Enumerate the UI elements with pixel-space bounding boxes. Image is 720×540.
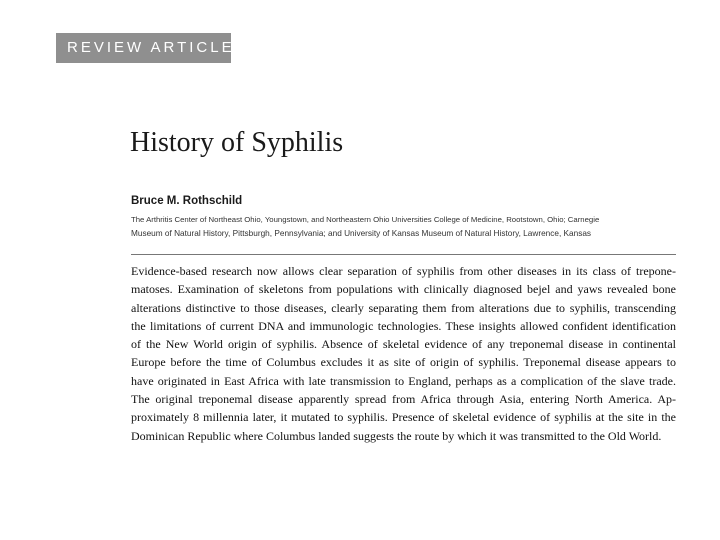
abstract-line: proximately 8 millennia later, it mutated to syphilis. Presence of skeletal evidence of syphilis at the site in the [131,410,676,425]
abstract-line: of the New World origin of syphilis. Absence of skeletal evidence of any treponemal disease in continental [131,337,676,352]
review-article-banner: REVIEW ARTICLE [56,33,231,63]
section-divider [131,254,676,255]
author-affiliation [131,213,601,241]
abstract [131,262,676,445]
article-title: History of Syphilis [130,127,344,158]
author-name: Bruce M. Rothschild [131,195,243,207]
affiliation-line: Museum of Natural History, Pittsburgh, Pennsylvania; and University of Kansas Museum of Natural History, Lawrence, Kansas [131,229,592,238]
affiliation-line: The Arthritis Center of Northeast Ohio, Youngstown, and Northeastern Ohio Universities College of Medicine, Rootstown, Ohio; Carnegie [131,215,600,224]
abstract-line: the limitations of current DNA and immunologic technologies. These insights allowed confident identification [131,318,676,333]
abstract-line: matoses. Examination of skeletons from populations with clinically diagnosed bejel and yaws revealed bone [131,282,676,297]
abstract-line: Dominican Republic where Columbus landed suggests the route by which it was transmitted to the Old World. [131,428,662,443]
abstract-line: Europe before the time of Columbus excludes it as site of origin of syphilis. Treponemal disease appears to [131,355,676,370]
abstract-line: The original treponemal disease apparently spread from Africa through Asia, entering North America. Ap- [131,392,676,407]
abstract-line: alterations distinctive to those diseases, clearly separating them from alterations due to syphilis, transcending [131,300,676,315]
abstract-line: Evidence-based research now allows clear separation of syphilis from other diseases in its class of trepone- [131,264,676,278]
abstract-line: have originated in East Africa with late transmission to England, perhaps as a complication of the slave trade. [131,373,676,388]
